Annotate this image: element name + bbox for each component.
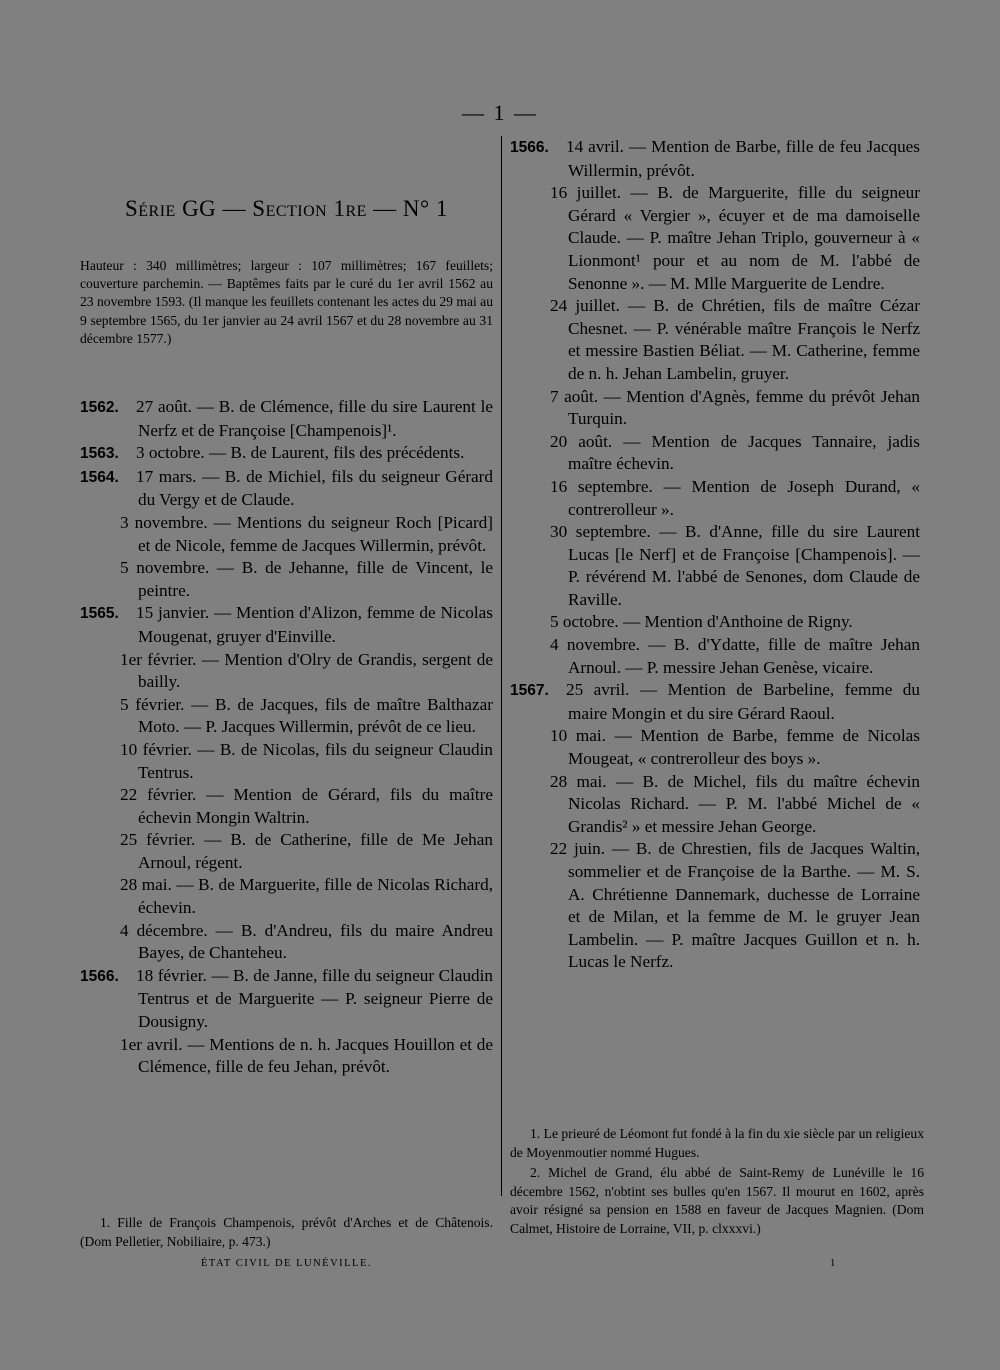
register-entry: [80, 920, 493, 965]
entry-text: 7 août. — Mention d'Agnès, femme du prévôt Jehan Turquin.: [550, 386, 920, 429]
entry-text: 5 octobre. — Mention d'Anthoine de Rigny.: [550, 612, 853, 632]
entry-text: 28 mai. — B. de Michel, fils du maître échevin Nicolas Richard. — P. M. l'abbé Michel de « Grandis² » et messire Jehan George.: [550, 771, 920, 836]
entry-text: 5 novembre. — B. de Jehanne, fille de Vincent, le peintre.: [120, 558, 493, 600]
right-entries: [510, 136, 920, 974]
entry-text: 28 mai. — B. de Marguerite, fille de Nicolas Richard, échevin.: [120, 875, 493, 918]
entry-text: 10 février. — B. de Nicolas, fils du seigneur Claudin Tentrus.: [120, 739, 493, 782]
entry-text: 17 mars. — B. de Michiel, fils du seigneur Gérard du Vergy et de Claude.: [136, 466, 493, 510]
register-entry: [80, 784, 493, 829]
entry-text: 4 novembre. — B. d'Ydatte, fille de maître Jehan Arnoul. — P. messire Jehan Genèse, vicaire.: [550, 635, 920, 677]
register-entry: [510, 679, 920, 725]
entry-text: 10 mai. — Mention de Barbe, femme de Nicolas Mougeat, « contrerolleur des boys ».: [550, 726, 920, 769]
entry-text: 4 décembre. — B. d'Andreu, fils du maire Andreu Bayes, de Chanteheu.: [120, 920, 493, 963]
register-entry: [510, 295, 920, 385]
register-entry: [80, 396, 493, 442]
register-entry: [80, 829, 493, 874]
footnote: 2. Michel de Grand, élu abbé de Saint-Remy de Lunéville le 16 décembre 1562, n'obtint ses bulles qu'en 1567. Il mourut en 1602, après avoir résigné sa pension en 1588 en faveur de Jacques Magnien. (Dom Calmet, Histoire de Lorraine, VII, p. clxxxvi.): [510, 1165, 924, 1236]
entry-year: 1562.: [80, 399, 119, 416]
footer-right: 1: [830, 1258, 836, 1269]
register-entry: [80, 694, 493, 739]
entry-year: 1564.: [80, 468, 119, 486]
footnote: 1. Fille de François Champenois, prévôt d'Arches et de Châtenois. (Dom Pelletier, Nobiliaire, p. 473.): [80, 1215, 493, 1249]
register-entry: [510, 634, 920, 679]
entry-text: 3 novembre. — Mentions du seigneur Roch [Picard] et de Nicole, femme de Jacques Willermin, prévôt.: [120, 512, 493, 555]
register-entry: [80, 739, 493, 784]
entry-text: 24 juillet. — B. de Chrétien, fils de maître Cézar Chesnet. — P. vénérable maître François le Nerfz et messire Bastien Béliat. — M. Catherine, femme de n. h. Jehan Lambelin, gruyer.: [550, 296, 920, 383]
entry-year: 1566.: [80, 967, 119, 985]
register-entry: [80, 965, 493, 1034]
entry-year: 1563.: [80, 445, 119, 463]
entry-text: 25 février. — B. de Catherine, fille de Me Jehan Arnoul, régent.: [120, 830, 493, 872]
entry-text: 25 avril. — Mention de Barbeline, femme du maire Mongin et du sire Gérard Raoul.: [566, 680, 920, 723]
entry-year: 1567.: [510, 682, 549, 700]
entry-text: 16 septembre. — Mention de Joseph Durand, « contrerolleur ».: [550, 476, 920, 519]
register-entry: [80, 466, 493, 512]
entry-text: 3 octobre. — B. de Laurent, fils des précédents.: [136, 443, 465, 463]
register-entry: [510, 725, 920, 770]
register-entry: [510, 771, 920, 839]
register-entry: [510, 136, 920, 182]
page-number: — 1 —: [462, 100, 538, 125]
entry-year: 1566.: [510, 139, 549, 156]
column-divider: [501, 136, 502, 1196]
entry-text: 22 février. — Mention de Gérard, fils du maître échevin Mongin Waltrin.: [120, 785, 493, 827]
register-entry: [80, 512, 493, 557]
register-entry: [80, 602, 493, 648]
entry-text: 14 avril. — Mention de Barbe, fille de feu Jacques Willermin, prévôt.: [566, 137, 920, 180]
register-entry: [510, 431, 920, 476]
entry-text: 27 août. — B. de Clémence, fille du sire Laurent le Nerfz et de Françoise [Champenois]¹.: [136, 397, 493, 440]
register-entry: [80, 1034, 493, 1079]
left-entries: [80, 396, 493, 1079]
register-description: Hauteur : 340 millimètres; largeur : 107 millimètres; 167 feuillets; couverture parchemin. — Baptêmes faits par le curé du 1er avril 1562 au 23 novembre 1593. (Il manque les feuillets contenant les actes du 29 mai au 9 septembre 1565, du 1er janvier au 24 avril 1567 et du 28 novembre au 31 décembre 1577.): [80, 258, 493, 346]
series-title: Série GG — Section 1re — N° 1: [124, 196, 448, 221]
entry-text: 22 juin. — B. de Chrestien, fils de Jacques Waltin, sommelier et de Françoise de la Barthe. — M. S. A. Chrétienne Dannemark, duchesse de Lorraine et de Milan, et la femme de M. le gruyer Jean Lambelin. — P. maître Jacques Guillon et n. h. Lucas le Nerfz.: [550, 839, 920, 972]
entry-year: 1565.: [80, 605, 119, 623]
register-entry: [80, 557, 493, 602]
register-entry: [80, 874, 493, 919]
register-entry: [80, 442, 493, 466]
footer-left: ÉTAT CIVIL DE LUNÉVILLE.: [200, 1258, 373, 1269]
register-entry: [510, 611, 920, 634]
entry-text: 18 février. — B. de Janne, fille du seigneur Claudin Tentrus et de Marguerite — P. seigneur Pierre de Dousigny.: [136, 965, 493, 1032]
register-entry: [510, 476, 920, 521]
register-entry: [510, 838, 920, 974]
entry-text: 5 février. — B. de Jacques, fils de maître Balthazar Moto. — P. Jacques Willermin, prévôt de ce lieu.: [120, 694, 493, 737]
register-entry: [510, 521, 920, 611]
register-entry: [510, 182, 920, 295]
right-footnotes: [510, 1125, 924, 1241]
entry-text: 30 septembre. — B. d'Anne, fille du sire Laurent Lucas [le Nerf] et de Françoise [Champenois]. — P. révérend M. l'abbé de Senones, dom Claude de Raville.: [550, 522, 920, 609]
entry-text: 16 juillet. — B. de Marguerite, fille du seigneur Gérard « Vergier », écuyer et de ma damoiselle Claude. — P. maître Jehan Triplo, gouverneur à « Lionmont¹ pour et au nom de M. l'abbé de Senonne ». — M. Mlle Marguerite de Lendre.: [550, 183, 920, 293]
entry-text: 20 août. — Mention de Jacques Tannaire, jadis maître échevin.: [550, 431, 920, 474]
register-entry: [80, 649, 493, 694]
register-entry: [510, 386, 920, 431]
footnote: 1. Le prieuré de Léomont fut fondé à la fin du xie siècle par un religieux de Moyenmoutier nommé Hugues.: [510, 1126, 924, 1160]
entry-text: 1er avril. — Mentions de n. h. Jacques Houillon et de Clémence, fille de feu Jehan, prévôt.: [120, 1034, 493, 1077]
entry-text: 1er février. — Mention d'Olry de Grandis, sergent de bailly.: [120, 649, 493, 692]
left-footnotes: [80, 1214, 493, 1253]
entry-text: 15 janvier. — Mention d'Alizon, femme de Nicolas Mougenat, gruyer d'Einville.: [136, 603, 493, 646]
